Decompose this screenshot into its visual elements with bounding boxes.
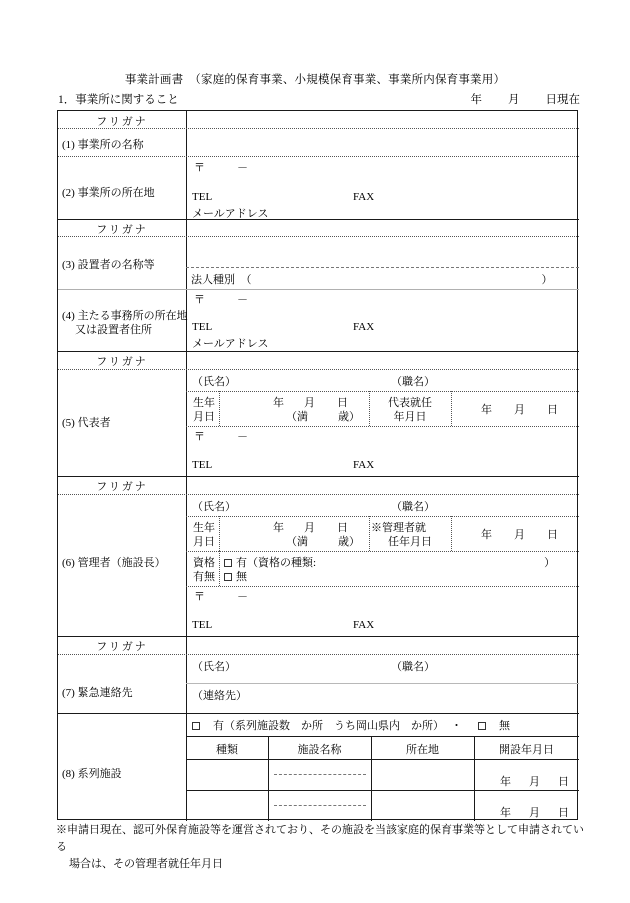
mgr-appointment-label-line2: 任年月日 [388,536,432,548]
divider [58,351,579,352]
row-label-1: (1) 事業所の名称 [62,139,144,151]
divider [274,774,366,775]
fax-label-5: FAX [353,459,375,471]
furigana-label-4: フリガナ [96,481,148,493]
mgr-appointment-label-line1: ※管理者就 [371,522,426,534]
date-current-label: 日現在 [545,94,580,106]
furigana-label-1: フリガナ [96,116,148,128]
fax-label-2: FAX [353,191,375,203]
fax-label-6: FAX [353,619,375,631]
contact-label-7: （連絡先） [192,690,247,702]
divider [58,289,579,290]
mail-label-2: メールアドレス [192,208,269,220]
date-year-label: 年 [470,94,482,106]
form-date-line [471,91,581,107]
divider [451,391,452,426]
row-label-8: (8) 系列施設 [62,768,122,780]
qualification-no-option[interactable]: 無 [224,568,247,584]
divider [186,759,579,760]
name-label-6: （氏名） [192,501,236,513]
footnote-line-1: ※申請日現在、認可外保育施設等を運営されており、その施設を当該家庭的保育事業等として申請されている [56,824,584,853]
age-field-6: （満 歳） [286,536,360,548]
footnote-line-2: 場合は、その管理者就任年月日 [69,858,223,870]
divider [58,494,579,495]
qualification-label-line2: 有無 [193,571,215,583]
title-label-6: （職名） [391,501,435,513]
birth-date-5: 年 月 日 [273,397,348,409]
divider [219,551,220,586]
tel-label-2: TEL [192,191,213,203]
divider [186,267,579,268]
furigana-label-3: フリガナ [96,356,148,368]
affiliated-header-type: 種類 [216,744,238,756]
divider [219,391,220,426]
affiliated-separator: ・ [451,720,462,732]
row-label-4-line2: 又は設置者住所 [75,324,152,336]
tel-label-6: TEL [192,619,213,631]
postal-mark-6: 〒 － [194,591,248,603]
rep-appointment-label-line1: 代表就任 [388,397,432,409]
checkbox-qualification-no[interactable] [224,573,232,581]
business-info-table [57,110,578,820]
divider [58,636,579,637]
divider [186,586,579,587]
row-label-7: (7) 緊急連絡先 [62,687,133,699]
birth-label-5-line2: 月日 [193,411,215,423]
divider [58,219,579,220]
row-label-3: (3) 設置者の名称等 [62,259,155,271]
tel-label-5: TEL [192,459,213,471]
rep-appointment-label-line2: 年月日 [393,411,427,423]
qualification-yes-option[interactable]: 有（資格の種類: ） [224,554,555,570]
checkbox-qualification-yes[interactable] [224,559,232,567]
checkbox-affiliated-no[interactable] [478,722,486,730]
title-label-5: （職名） [391,376,435,388]
fax-label-4: FAX [353,321,375,333]
row-label-4-line1: (4) 主たる事務所の所在地 [62,310,188,322]
affiliated-header-location: 所在地 [406,744,439,756]
divider [58,476,579,477]
furigana-label-2: フリガナ [96,224,148,236]
birth-label-5-line1: 生年 [193,397,215,409]
divider [186,391,579,392]
divider [186,426,579,427]
divider [186,551,579,552]
age-field-5: （満 歳） [286,411,360,423]
birth-label-6-line2: 月日 [193,536,215,548]
title-label-7: （職名） [391,661,435,673]
affiliated-no-option[interactable]: 無 [478,717,510,733]
divider [58,156,579,157]
checkbox-affiliated-yes[interactable] [192,722,200,730]
date-month-label: 月 [508,94,520,106]
divider [58,713,579,714]
document-title: 事業計画書 （家庭的保育事業、小規模保育事業、事業所内保育事業用） [124,74,506,86]
affiliated-row-1-date: 年 月 日 [500,776,569,788]
row-label-5: (5) 代表者 [62,417,111,429]
affiliated-row-2-date: 年 月 日 [500,807,569,819]
divider [451,516,452,551]
name-label-7: （氏名） [192,661,236,673]
affiliated-header-facility-name: 施設名称 [297,744,342,756]
postal-mark-5: 〒 － [194,431,248,443]
row-label-6: (6) 管理者（施設長） [62,557,166,569]
tel-label-4: TEL [192,321,213,333]
divider [274,805,366,806]
divider [186,736,579,737]
divider [186,790,579,791]
divider [58,236,579,237]
postal-mark-4: 〒 － [194,294,248,306]
mgr-appointment-date: 年 月 日 [481,529,558,541]
affiliated-yes-option[interactable]: 有（系列施設数 か所 うち岡山県内 か所） [192,717,444,733]
divider [186,516,579,517]
divider [186,683,579,684]
mail-label-4: メールアドレス [192,338,269,350]
postal-mark-2: 〒 － [194,162,248,174]
divider [58,654,579,655]
birth-date-6: 年 月 日 [273,522,348,534]
corp-type-field-3: 法人種別 （ ） [191,274,553,286]
birth-label-6-line1: 生年 [193,522,215,534]
affiliated-header-open-date: 開設年月日 [499,744,554,756]
qualification-label-line1: 資格 [193,557,215,569]
row-label-2: (2) 事業所の所在地 [62,187,155,199]
footnote [56,822,586,873]
name-label-5: （氏名） [192,376,236,388]
section-heading: 1．事業所に関すること [58,94,179,106]
divider [219,516,220,551]
label-column-divider [186,111,187,821]
rep-appointment-date: 年 月 日 [481,404,558,416]
divider [58,128,579,129]
divider [58,369,579,370]
furigana-label-5: フリガナ [96,641,148,653]
